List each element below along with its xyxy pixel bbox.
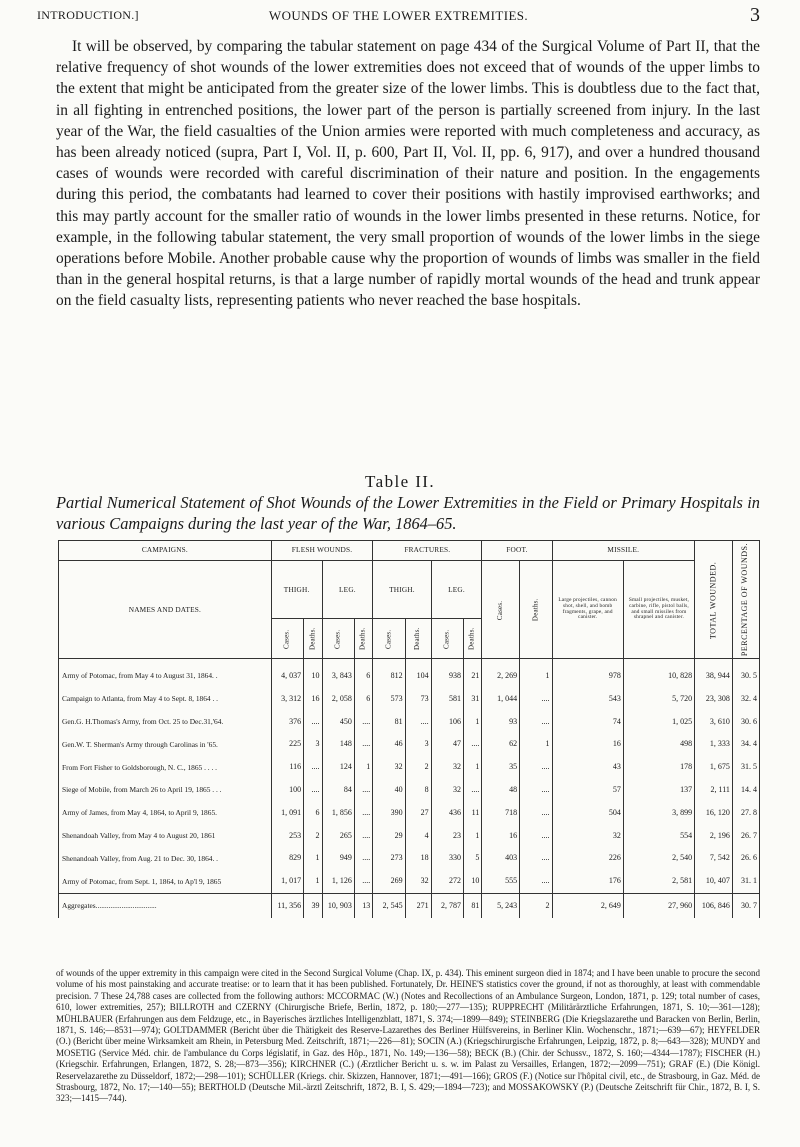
page-number: 3 xyxy=(750,4,760,26)
foot-header: FOOT. xyxy=(482,541,552,561)
flesh-thigh-deaths-header: Deaths. xyxy=(304,619,322,659)
names-dates-header: NAMES AND DATES. xyxy=(59,561,272,659)
flesh-wounds-header: FLESH WOUNDS. xyxy=(271,541,373,561)
fracture-leg-header: LEG. xyxy=(431,561,482,619)
flesh-leg-deaths-header: Deaths. xyxy=(354,619,372,659)
foot-deaths-header: Deaths. xyxy=(520,561,552,659)
table-row: Army of Potomac, from Sept. 1, 1864, to Ap'l 9, 1865 1, 017 1 1, 126 .... 269 32 272 10 555 .... 176 2, 581 10, 407 31. 1 xyxy=(59,870,760,893)
table-row: Gen.W. T. Sherman's Army through Carolinas in '65. 225 3 148 .... 46 3 47 .... 62 1 16 498 1, 333 34. 4 xyxy=(59,733,760,756)
table-title: Table II. xyxy=(365,472,435,491)
table-row: Shenandoah Valley, from May 4 to August 20, 1861 253 2 265 .... 29 4 23 1 16 .... 32 554 2, 196 26. 7 xyxy=(59,825,760,848)
flesh-thigh-cases-header: Cases. xyxy=(271,619,303,659)
large-projectiles-header: Large projectiles, cannon shot, shell, and bomb fragments, grape, and canister. xyxy=(552,561,623,659)
table-caption: Partial Numerical Statement of Shot Wounds of the Lower Extremities in the Field or Primary Hospitals in various Campaigns during the last year of the War, 1864–65. xyxy=(56,493,760,533)
small-projectiles-header: Small projectiles, musket, carbine, rifle, pistol balls, and small missiles from shrapnel and canister. xyxy=(623,561,694,659)
table-row: Siege of Mobile, from March 26 to April 19, 1865 . . . 100 .... 84 .... 40 8 32 .... 48 .... 57 137 2, 111 14. 4 xyxy=(59,779,760,802)
intro-paragraph: It will be observed, by comparing the tabular statement on page 434 of the Surgical Volume of Part II, that the relative frequency of shot wounds of the lower extremities does not exceed that of wounds of the upper limbs to the extent that might be anticipated from the greater size of the lower limbs. This is doubtless due to the fact that, in all fighting in entrenched positions, the lower part of the person is partially screened from injury. In the last year of the War, the field casualties of the Union armies were reported with much completeness and accuracy, as has been already noticed (supra, Part I, Vol. II, p. 600, Part II, Vol. II, pp. 6, 917), and over a hundred thousand cases of wounds were recorded with careful discrimination of their nature and position. In the engagements during this period, the combatants had learned to cover their positions with hastily improvised earthworks; and this may partly account for the smaller ratio of wounds in the lower limbs presented in these returns. Notice, for example, in the following tabular statement, the very small proportion of wounds of the lower limbs in the siege operations before Mobile. Another probable cause why the proportion of wounds of limbs was smaller in the field than in the general hospital returns, is that a large number of rapidly mortal wounds of the head and trunk appear on the field casualty lists, representing patients who never reached the base hospitals. xyxy=(56,38,760,310)
table-row: Army of James, from May 4, 1864, to April 9, 1865. 1, 091 6 1, 856 .... 390 27 436 11 718 .... 504 3, 899 16, 120 27. 8 xyxy=(59,802,760,825)
flesh-leg-header: LEG. xyxy=(322,561,373,619)
fracture-thigh-deaths-header: Deaths. xyxy=(405,619,431,659)
footnote-text: of wounds of the upper extremity in this campaign were cited in the Second Surgical Volume (Chap. IX, p. 434). This eminent surgeon died in 1874; and I have been unable to procure the second volume of his most painstaking and accurate treatise: or to learn that it has been published. Fortunately, Dr. HEINE'S statistics cover the ground, if not as thoroughly, at least with commendable precision. 7 These 24,788 cases are collected from the following authors: MCCORMAC (W.) (Notes and Recollections of an Ambulance Surgeon, London, 1871, p. 129; total number of cases, 610, lower extremities, 257); BILLROTH and CZERNY (Chirurgische Briefe, Berlin, 1872, p. 180;—277—135); RUPPRECHT (Militärärztliche Erfahrungen, 1871, S. 10;—361—128); MÜHLBAUER (Erfahrungen aus dem Feldzuge, etc., in Bayerisches ärztliches Intelligenzblatt, 1871, S. 374;—1899—849); STEINBERG (Die Kriegslazarethe und Baracken von Berlin, Berlin, 1871, S. 146;—8531—974); GOLTDAMMER (Bericht über die Thätigkeit des Reserve-Lazarethes des Berliner Hülfsvereins, in Berliner Klin. Wochenschr., 1871;—639—67); HEYFELDER (O.) (Bericht über meine Wirksamkeit am Rhein, in Petersburg Med. Zeitschrift, 1871;—226—81); SOCIN (A.) (Kriegschirurgische Erfahrungen, Leipzig, 1872, p. 8;—643—328); MUNDY and MOSETIG (Service Méd. chir. de l'ambulance du Corps législatif, in Gaz. des Hôp., 1871, No. 149;—136—58); BECK (B.) (Chir. der Schussv., 1872, S. 160;—4344—1787); FISCHER (H.) (Kriegschir. Erfahrungen, Erlangen, 1872, S. 28;—873—356); KIRCHNER (C.) (Ærztlicher Bericht u. s. w. im Palast zu Versailles, Erlangen, 1872;—2099—751); GRAF (E.) (Die Königl. Reservelazarethe zu Düsseldorf, 1872;—298—101); SCHÜLLER (Kriegs. chir. Skizzen, Hannover, 1871;—491—166); GROS (F.) (Notice sur l'hôpital civil, etc., de Strasbourg, in Gaz. Méd. de Strasbourg, 1872, No. 17;—140—55); BERTHOLD (Deutsche Mil.-ärztl Zeitschrift, 1872, B. I, S. 429;—1894—723); and MOSSAKOWSKY (P.) (Deutsche Zeitschrift für Chir., 1872, B. I, S. 323;—1415—744). xyxy=(56,968,760,1104)
fracture-thigh-header: THIGH. xyxy=(373,561,431,619)
table-row: From Fort Fisher to Goldsborough, N. C., 1865 . . . . 116 .... 124 1 32 2 32 1 35 .... 43 178 1, 675 31. 5 xyxy=(59,756,760,779)
table-row: Shenandoah Valley, from Aug. 21 to Dec. 30, 1864. . 829 1 949 .... 273 18 330 5 403 .... 226 2, 540 7, 542 26. 6 xyxy=(59,847,760,870)
fracture-leg-deaths-header: Deaths. xyxy=(463,619,481,659)
flesh-thigh-header: THIGH. xyxy=(271,561,322,619)
header-title: WOUNDS OF THE LOWER EXTREMITIES. xyxy=(268,8,529,23)
table-row: Army of Potomac, from May 4 to August 31, 1864. . 4, 037 10 3, 843 6 812 104 938 21 2, 269 1 978 10, 828 38, 944 30. 5 xyxy=(59,665,760,688)
campaigns-header: CAMPAIGNS. xyxy=(59,541,272,561)
running-header xyxy=(37,4,760,26)
table-row: Campaign to Atlanta, from May 4 to Sept. 8, 1864 . . 3, 312 16 2, 058 6 573 73 581 31 1, 044 .... 543 5, 720 23, 308 32. 4 xyxy=(59,688,760,711)
missile-header: MISSILE. xyxy=(552,541,695,561)
flesh-leg-cases-header: Cases. xyxy=(322,619,354,659)
fracture-leg-cases-header: Cases. xyxy=(431,619,463,659)
percentage-header: PERCENTAGE OF WOUNDS. xyxy=(732,541,759,659)
total-wounded-header: TOTAL WOUNDED. xyxy=(695,541,733,659)
fracture-thigh-cases-header: Cases. xyxy=(373,619,405,659)
header-section: INTRODUCTION.] xyxy=(37,8,139,22)
foot-cases-header: Cases. xyxy=(482,561,520,659)
aggregates-row: Aggregates................................. 11, 356 39 10, 903 13 2, 545 271 2, 787 81 5, 243 2 2, 649 27, 960 106, 846 30. 7 xyxy=(59,894,760,919)
table-row: Gen.G. H.Thomas's Army, from Oct. 25 to Dec.31,'64. 376 .... 450 .... 81 .... 106 1 93 .... 74 1, 025 3, 610 30. 6 xyxy=(59,711,760,734)
casualty-table xyxy=(58,540,760,918)
fractures-header: FRACTURES. xyxy=(373,541,482,561)
